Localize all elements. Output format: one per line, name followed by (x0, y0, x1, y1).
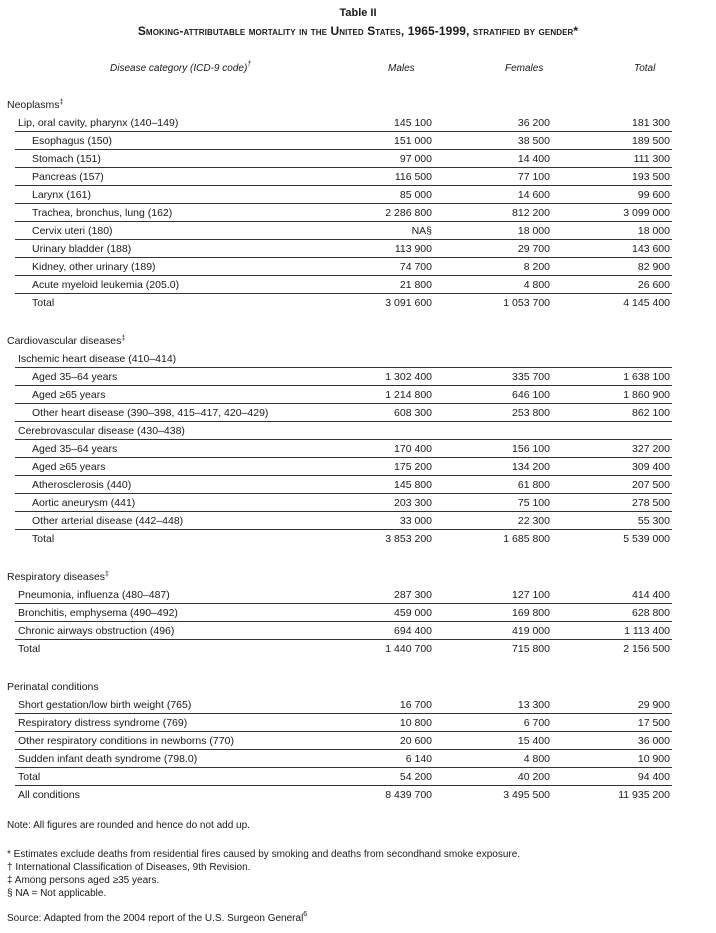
cell-males: 145 100 (394, 117, 432, 129)
table-row (0, 440, 716, 458)
cell-males: 694 400 (394, 625, 432, 637)
footnote-mark: ‡ (59, 99, 64, 106)
table-row (0, 732, 716, 750)
cell-females: 127 100 (512, 589, 550, 601)
cell-females: 14 600 (517, 189, 550, 201)
table-row (0, 622, 716, 640)
cell-total: 18 000 (637, 225, 670, 237)
table-row (0, 114, 716, 132)
row-label: Short gestation/low birth weight (765) (18, 699, 192, 711)
cell-females: 6 700 (523, 717, 550, 729)
footnote-mark: ‡ (105, 571, 109, 578)
table-row (0, 696, 716, 714)
mortality-table (0, 96, 716, 824)
table-subtitle: Smoking-attributable mortality in the United States, 1965-1999, stratified by gender* (137, 24, 579, 38)
cell-females: 646 100 (512, 389, 550, 401)
table-row (0, 150, 716, 168)
cell-males: 33 000 (399, 515, 432, 527)
section-heading (0, 96, 716, 114)
cell-females: 14 400 (517, 153, 550, 165)
cell-females: 335 700 (512, 371, 550, 383)
row-label: Pneumonia, influenza (480–487) (18, 589, 170, 601)
section-heading (0, 332, 716, 350)
source-line (7, 913, 307, 924)
cell-total: 414 400 (632, 589, 670, 601)
table-row (0, 786, 716, 804)
table-row (0, 276, 716, 294)
section-heading-label (7, 568, 109, 586)
cell-total: 2 156 500 (623, 643, 670, 655)
row-label: Sudden infant death syndrome (798.0) (18, 753, 198, 765)
cell-total: 207 500 (632, 479, 670, 491)
table-row (0, 458, 716, 476)
table-row (0, 604, 716, 622)
row-label: Aortic aneurysm (441) (32, 497, 136, 509)
cell-males: 151 000 (394, 135, 432, 147)
cell-total: 189 500 (632, 135, 670, 147)
cell-males: 16 700 (399, 699, 432, 711)
cell-total: 99 600 (637, 189, 670, 201)
section-heading-text: Cardiovascular diseases (7, 335, 122, 347)
cell-males: 116 500 (394, 171, 432, 183)
section-heading-label (7, 678, 99, 696)
cell-males: 113 900 (394, 243, 432, 255)
table-title: Table II (339, 7, 377, 19)
section-heading-text: Perinatal conditions (7, 681, 99, 693)
cell-males: 175 200 (394, 461, 432, 473)
cell-males: 8 439 700 (385, 789, 432, 801)
table-row (0, 222, 716, 240)
cell-total: 82 900 (637, 261, 670, 273)
cell-total: 3 099 000 (623, 207, 670, 219)
column-header-total: Total (634, 63, 656, 74)
cell-females: 77 100 (517, 171, 550, 183)
cell-males: 74 700 (399, 261, 432, 273)
footnote-na: § NA = Not applicable. (7, 888, 107, 899)
row-label: Other heart disease (390–398, 415–417, 420–429) (32, 407, 269, 419)
cell-total: 26 600 (637, 279, 670, 291)
column-header-males: Males (388, 63, 415, 74)
section-heading (0, 568, 716, 586)
cell-males: 145 800 (394, 479, 432, 491)
cell-total: 36 000 (637, 735, 670, 747)
cell-males: 97 000 (399, 153, 432, 165)
cell-total: 111 300 (633, 153, 670, 165)
section-heading-label (7, 332, 125, 350)
cell-females: 36 200 (517, 117, 550, 129)
cell-males: 1 214 800 (385, 389, 432, 401)
table-row (0, 132, 716, 150)
table-row (0, 404, 716, 422)
cell-total: 17 500 (637, 717, 670, 729)
cell-males: 85 000 (399, 189, 432, 201)
cell-females: 22 300 (517, 515, 550, 527)
table-row (0, 204, 716, 222)
cell-females: 156 100 (512, 443, 550, 455)
cell-total: 278 500 (632, 497, 670, 509)
row-label: Total (18, 643, 41, 655)
cell-females: 61 800 (517, 479, 550, 491)
cell-total: 1 638 100 (623, 371, 670, 383)
table-row (0, 258, 716, 276)
row-label: Total (32, 533, 55, 545)
cell-females: 75 100 (517, 497, 550, 509)
table-row (0, 168, 716, 186)
source-text: Source: Adapted from the 2004 report of the U.S. Surgeon General (7, 913, 304, 924)
cell-males: 608 300 (394, 407, 432, 419)
table-row (0, 186, 716, 204)
footnote-age: ‡ Among persons aged ≥35 years. (7, 875, 160, 886)
cell-total: 55 300 (637, 515, 670, 527)
cell-females: 8 200 (523, 261, 550, 273)
cell-females: 169 800 (512, 607, 550, 619)
table-row (0, 512, 716, 530)
table-row (0, 294, 716, 312)
cell-total: 1 113 400 (624, 625, 670, 637)
section-heading (0, 678, 716, 696)
cell-total: 11 935 200 (618, 789, 670, 801)
row-label: Respiratory distress syndrome (769) (18, 717, 188, 729)
cell-total: 94 400 (637, 771, 670, 783)
table-row (0, 530, 716, 548)
cell-total: 628 800 (632, 607, 670, 619)
cell-total: 309 400 (632, 461, 670, 473)
cell-females: 29 700 (517, 243, 550, 255)
table-row (0, 494, 716, 512)
row-label: Atherosclerosis (440) (32, 479, 132, 491)
cell-males: 1 302 400 (385, 371, 432, 383)
cell-females: 3 495 500 (503, 789, 550, 801)
row-label: Cervix uteri (180) (32, 225, 113, 237)
cell-total: 327 200 (632, 443, 670, 455)
cell-males: 21 800 (399, 279, 432, 291)
cell-total: 5 539 000 (623, 533, 670, 545)
cell-total: 1 860 900 (623, 389, 670, 401)
footnote-estimates: * Estimates exclude deaths from residential fires caused by smoking and deaths from secondhand smoke exposure. (7, 849, 521, 860)
cell-males: 6 140 (405, 753, 432, 765)
table-row (0, 640, 716, 658)
cell-females: 4 800 (523, 753, 550, 765)
cell-females: 13 300 (517, 699, 550, 711)
cell-males: 54 200 (399, 771, 432, 783)
row-label: Other respiratory conditions in newborns (770) (18, 735, 234, 747)
cell-males: 20 600 (399, 735, 432, 747)
dagger-footnote-mark: † (247, 61, 252, 68)
column-header-category (110, 63, 251, 74)
table-row (0, 586, 716, 604)
cell-females: 419 000 (512, 625, 550, 637)
section-heading-label (7, 96, 63, 114)
cell-females: 715 800 (512, 643, 550, 655)
table-section (0, 332, 716, 548)
table-section (0, 96, 716, 312)
cell-females: 18 000 (517, 225, 550, 237)
table-row (0, 350, 716, 368)
cell-males: NA§ (411, 225, 432, 237)
table-section (0, 568, 716, 658)
table-row (0, 368, 716, 386)
cell-total: 4 145 400 (623, 297, 670, 309)
row-label: Aged ≥65 years (32, 389, 106, 401)
cell-total: 29 900 (637, 699, 670, 711)
table-row (0, 714, 716, 732)
footnote-icd: † International Classification of Diseases, 9th Revision. (7, 862, 251, 873)
footnote-mark: ‡ (121, 335, 126, 342)
row-label: Urinary bladder (188) (32, 243, 132, 255)
cell-females: 40 200 (517, 771, 550, 783)
table-row (0, 476, 716, 494)
column-header-females: Females (505, 63, 544, 74)
cell-total: 181 300 (632, 117, 670, 129)
cell-males: 2 286 800 (385, 207, 432, 219)
source-reference: 6 (303, 911, 308, 918)
section-heading-text: Respiratory diseases (7, 571, 106, 583)
cell-males: 459 000 (394, 607, 432, 619)
row-label: Esophagus (150) (32, 135, 112, 147)
row-label: All conditions (18, 789, 80, 801)
row-label: Larynx (161) (32, 189, 91, 201)
cell-females: 38 500 (517, 135, 550, 147)
section-heading-text: Neoplasms (7, 99, 60, 111)
cell-males: 3 853 200 (385, 533, 432, 545)
cell-females: 15 400 (517, 735, 550, 747)
row-label: Total (18, 771, 41, 783)
table-row (0, 240, 716, 258)
row-label: Trachea, bronchus, lung (162) (32, 207, 173, 219)
cell-females: 4 800 (523, 279, 550, 291)
row-label: Aged 35–64 years (32, 371, 118, 383)
cell-males: 3 091 600 (385, 297, 432, 309)
cell-females: 134 200 (512, 461, 550, 473)
cell-males: 287 300 (394, 589, 432, 601)
row-label: Ischemic heart disease (410–414) (18, 353, 177, 365)
column-header-category-text: Disease category (ICD-9 code) (110, 63, 248, 74)
table-row (0, 386, 716, 404)
cell-males: 170 400 (394, 443, 432, 455)
table-row (0, 422, 716, 440)
cell-females: 1 053 700 (503, 297, 550, 309)
row-label: Other arterial disease (442–448) (32, 515, 184, 527)
row-label: Kidney, other urinary (189) (32, 261, 156, 273)
row-label: Total (32, 297, 55, 309)
row-label: Aged ≥65 years (32, 461, 106, 473)
row-label: Aged 35–64 years (32, 443, 118, 455)
cell-total: 862 100 (632, 407, 670, 419)
table-section (0, 678, 716, 804)
row-label: Bronchitis, emphysema (490–492) (18, 607, 178, 619)
cell-females: 253 800 (512, 407, 550, 419)
cell-males: 203 300 (394, 497, 432, 509)
cell-total: 10 900 (637, 753, 670, 765)
row-label: Acute myeloid leukemia (205.0) (32, 279, 180, 291)
table-note: Note: All figures are rounded and hence do not add up. (7, 820, 250, 831)
cell-females: 812 200 (512, 207, 550, 219)
cell-males: 10 800 (399, 717, 432, 729)
row-label: Cerebrovascular disease (430–438) (18, 425, 185, 437)
cell-total: 193 500 (632, 171, 670, 183)
row-label: Chronic airways obstruction (496) (18, 625, 175, 637)
row-label: Stomach (151) (32, 153, 101, 165)
table-row (0, 768, 716, 786)
cell-females: 1 685 800 (503, 533, 550, 545)
cell-males: 1 440 700 (385, 643, 432, 655)
row-label: Pancreas (157) (32, 171, 104, 183)
table-row (0, 750, 716, 768)
cell-total: 143 600 (632, 243, 670, 255)
row-label: Lip, oral cavity, pharynx (140–149) (18, 117, 179, 129)
